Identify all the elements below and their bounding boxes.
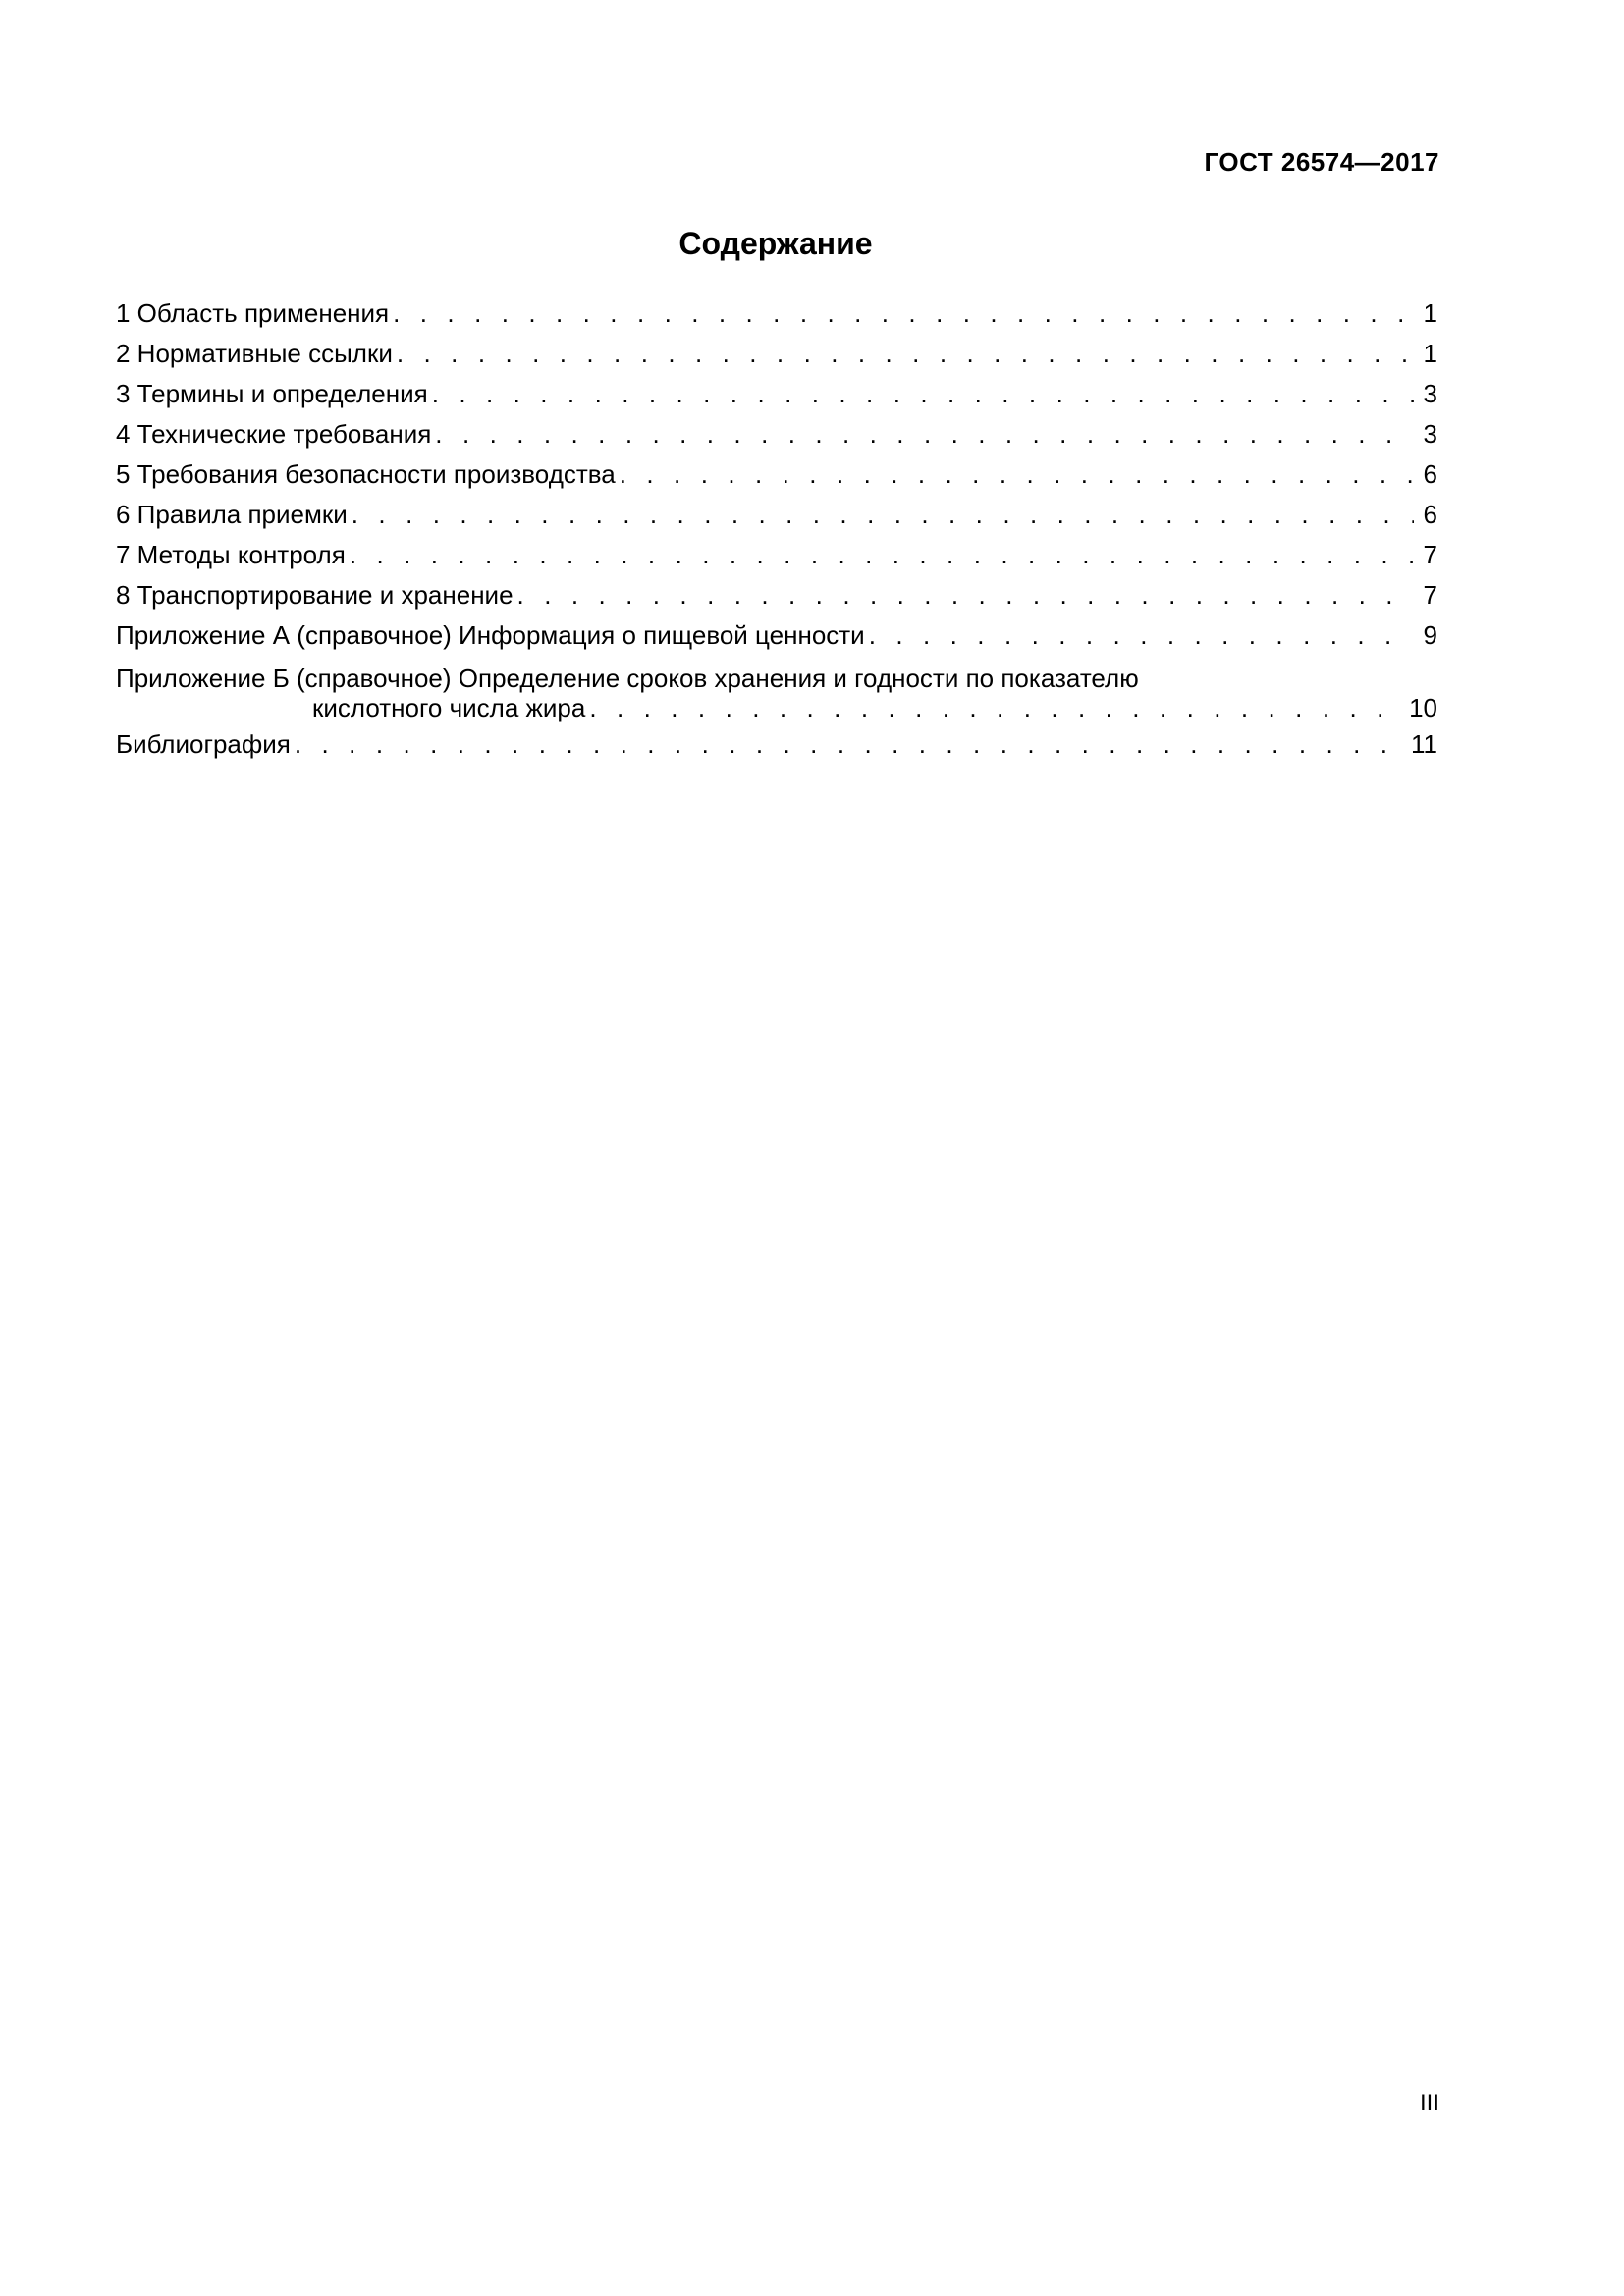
toc-entry-page: 6	[1423, 500, 1437, 529]
document-code: ГОСТ 26574—2017	[1204, 147, 1439, 177]
toc-entry-appendix-a[interactable]	[116, 615, 1437, 656]
toc-entry-safety-requirements[interactable]	[116, 454, 1437, 495]
toc-entry-page: 3	[1423, 379, 1437, 408]
toc-dot-leader	[589, 693, 1401, 722]
page-number: III	[1419, 2090, 1439, 2116]
toc-dot-leader	[869, 615, 1414, 656]
toc-title: Содержание	[678, 226, 873, 261]
toc-entry-label: 3 Термины и определения	[116, 379, 428, 408]
toc-entry-page: 7	[1423, 540, 1437, 569]
toc-entry-label-line1: Приложение Б (справочное) Определение сроков хранения и годности по показателю	[116, 664, 1139, 693]
toc-dot-leader	[350, 535, 1414, 575]
toc-entry-appendix-b[interactable]	[116, 656, 1437, 722]
toc-entry-page: 1	[1423, 339, 1437, 368]
toc-entry-label: 7 Методы контроля	[116, 540, 346, 569]
toc-entry-label: 4 Технические требования	[116, 419, 432, 449]
toc-entry-page: 9	[1423, 620, 1437, 650]
toc-entry-page: 10	[1409, 693, 1437, 722]
toc-dot-leader	[435, 414, 1414, 454]
toc-entry-technical-requirements[interactable]	[116, 414, 1437, 454]
toc-dot-leader	[620, 454, 1414, 495]
toc-dot-leader	[352, 495, 1414, 535]
table-of-contents	[116, 294, 1437, 765]
toc-entry-label: Приложение А (справочное) Информация о пищевой ценности	[116, 620, 865, 650]
toc-entry-bibliography[interactable]	[116, 724, 1437, 765]
toc-entry-page: 11	[1411, 729, 1437, 759]
toc-entry-label: 1 Область применения	[116, 298, 390, 328]
toc-entry-label: Библиография	[116, 729, 291, 759]
toc-entry-page: 7	[1423, 580, 1437, 610]
toc-entry-label: 6 Правила приемки	[116, 500, 348, 529]
toc-entry-label: 5 Требования безопасности производства	[116, 459, 616, 489]
toc-entry-label: 2 Нормативные ссылки	[116, 339, 393, 368]
toc-dot-leader	[517, 575, 1414, 615]
toc-entry-page: 3	[1423, 419, 1437, 449]
toc-entry-scope[interactable]	[116, 294, 1437, 334]
toc-entry-label: 8 Транспортирование и хранение	[116, 580, 514, 610]
toc-entry-control-methods[interactable]	[116, 535, 1437, 575]
toc-dot-leader	[393, 294, 1414, 334]
toc-entry-transport-storage[interactable]	[116, 575, 1437, 615]
toc-entry-page: 1	[1423, 298, 1437, 328]
toc-dot-leader	[432, 374, 1414, 414]
toc-dot-leader	[397, 334, 1414, 374]
toc-entry-label-line2: кислотного числа жира	[312, 693, 586, 722]
toc-entry-terms-definitions[interactable]	[116, 374, 1437, 414]
toc-entry-page: 6	[1423, 459, 1437, 489]
toc-dot-leader	[295, 724, 1403, 765]
toc-entry-normative-references[interactable]	[116, 334, 1437, 374]
toc-entry-acceptance-rules[interactable]	[116, 495, 1437, 535]
